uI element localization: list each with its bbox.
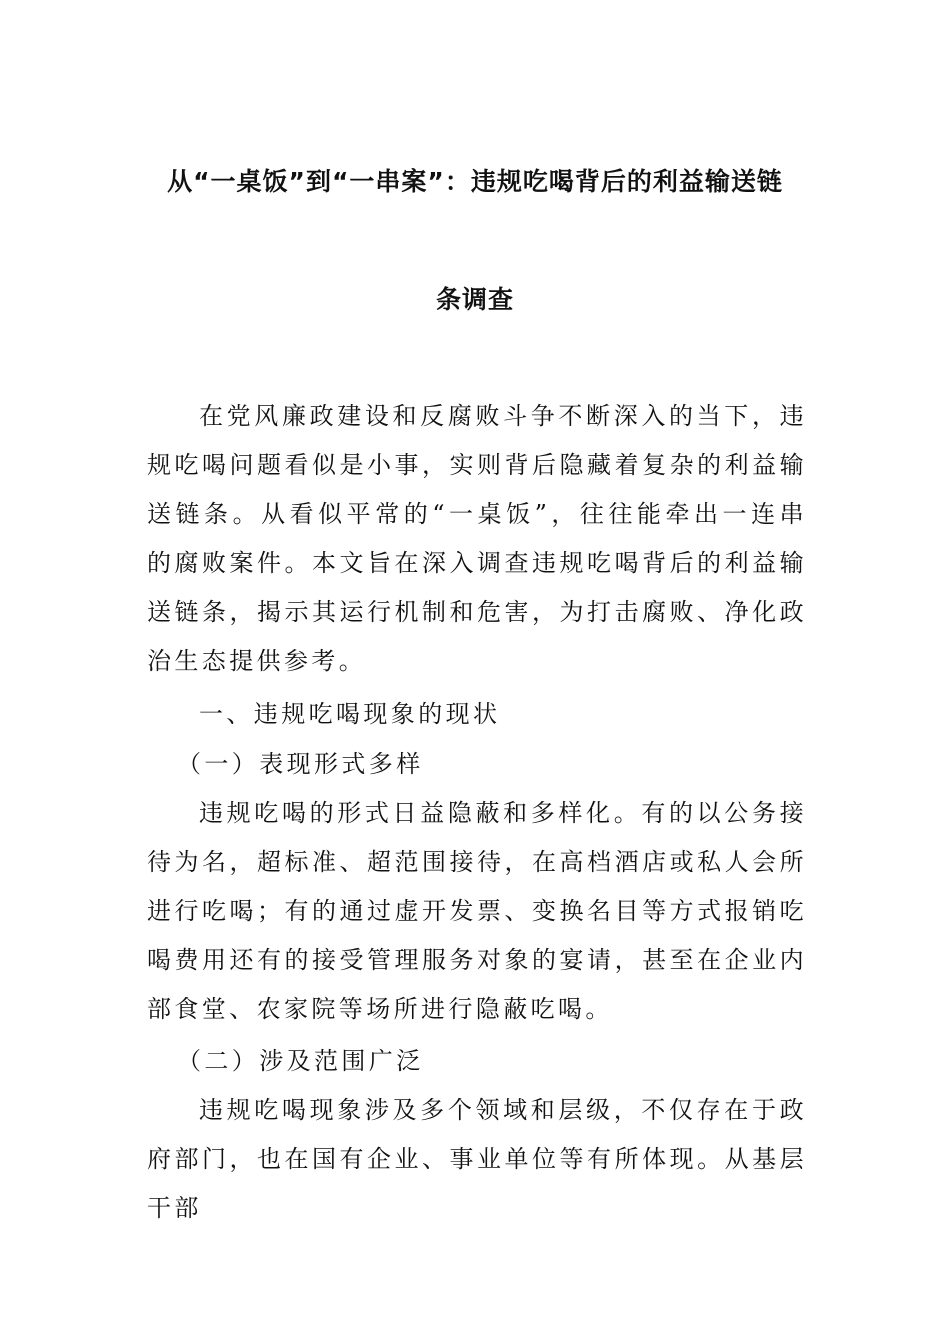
subsection-2-paragraph: 违规吃喝现象涉及多个领域和层级，不仅存在于政府部门，也在国有企业、事业单位等有所体现。从基层干部 <box>147 1096 807 1222</box>
intro-paragraph: 在党风廉政建设和反腐败斗争不断深入的当下，违规吃喝问题看似是小事，实则背后隐藏着复杂的利益输送链条。从看似平常的“一桌饭”，往往能牵出一连串的腐败案件。本文旨在深入调查违规吃喝背后的利益输送链条，揭示其运行机制和危害，为打击腐败、净化政治生态提供参考。 <box>147 402 807 675</box>
subsection-1-heading: （一）表现形式多样 <box>177 750 424 778</box>
section-1-heading: 一、违规吃喝现象的现状 <box>199 700 501 728</box>
document-title-line-1: 从“一桌饭”到“一串案”：违规吃喝背后的利益输送链 <box>167 167 783 196</box>
subsection-2-heading: （二）涉及范围广泛 <box>177 1047 424 1075</box>
subsection-1-paragraph: 违规吃喝的形式日益隐蔽和多样化。有的以公务接待为名，超标准、超范围接待，在高档酒店或私人会所进行吃喝；有的通过虚开发票、变换名目等方式报销吃喝费用还有的接受管理服务对象的宴请，甚至在企业内部食堂、农家院等场所进行隐蔽吃喝。 <box>147 799 807 1023</box>
document-title-line-2: 条调查 <box>435 285 514 314</box>
